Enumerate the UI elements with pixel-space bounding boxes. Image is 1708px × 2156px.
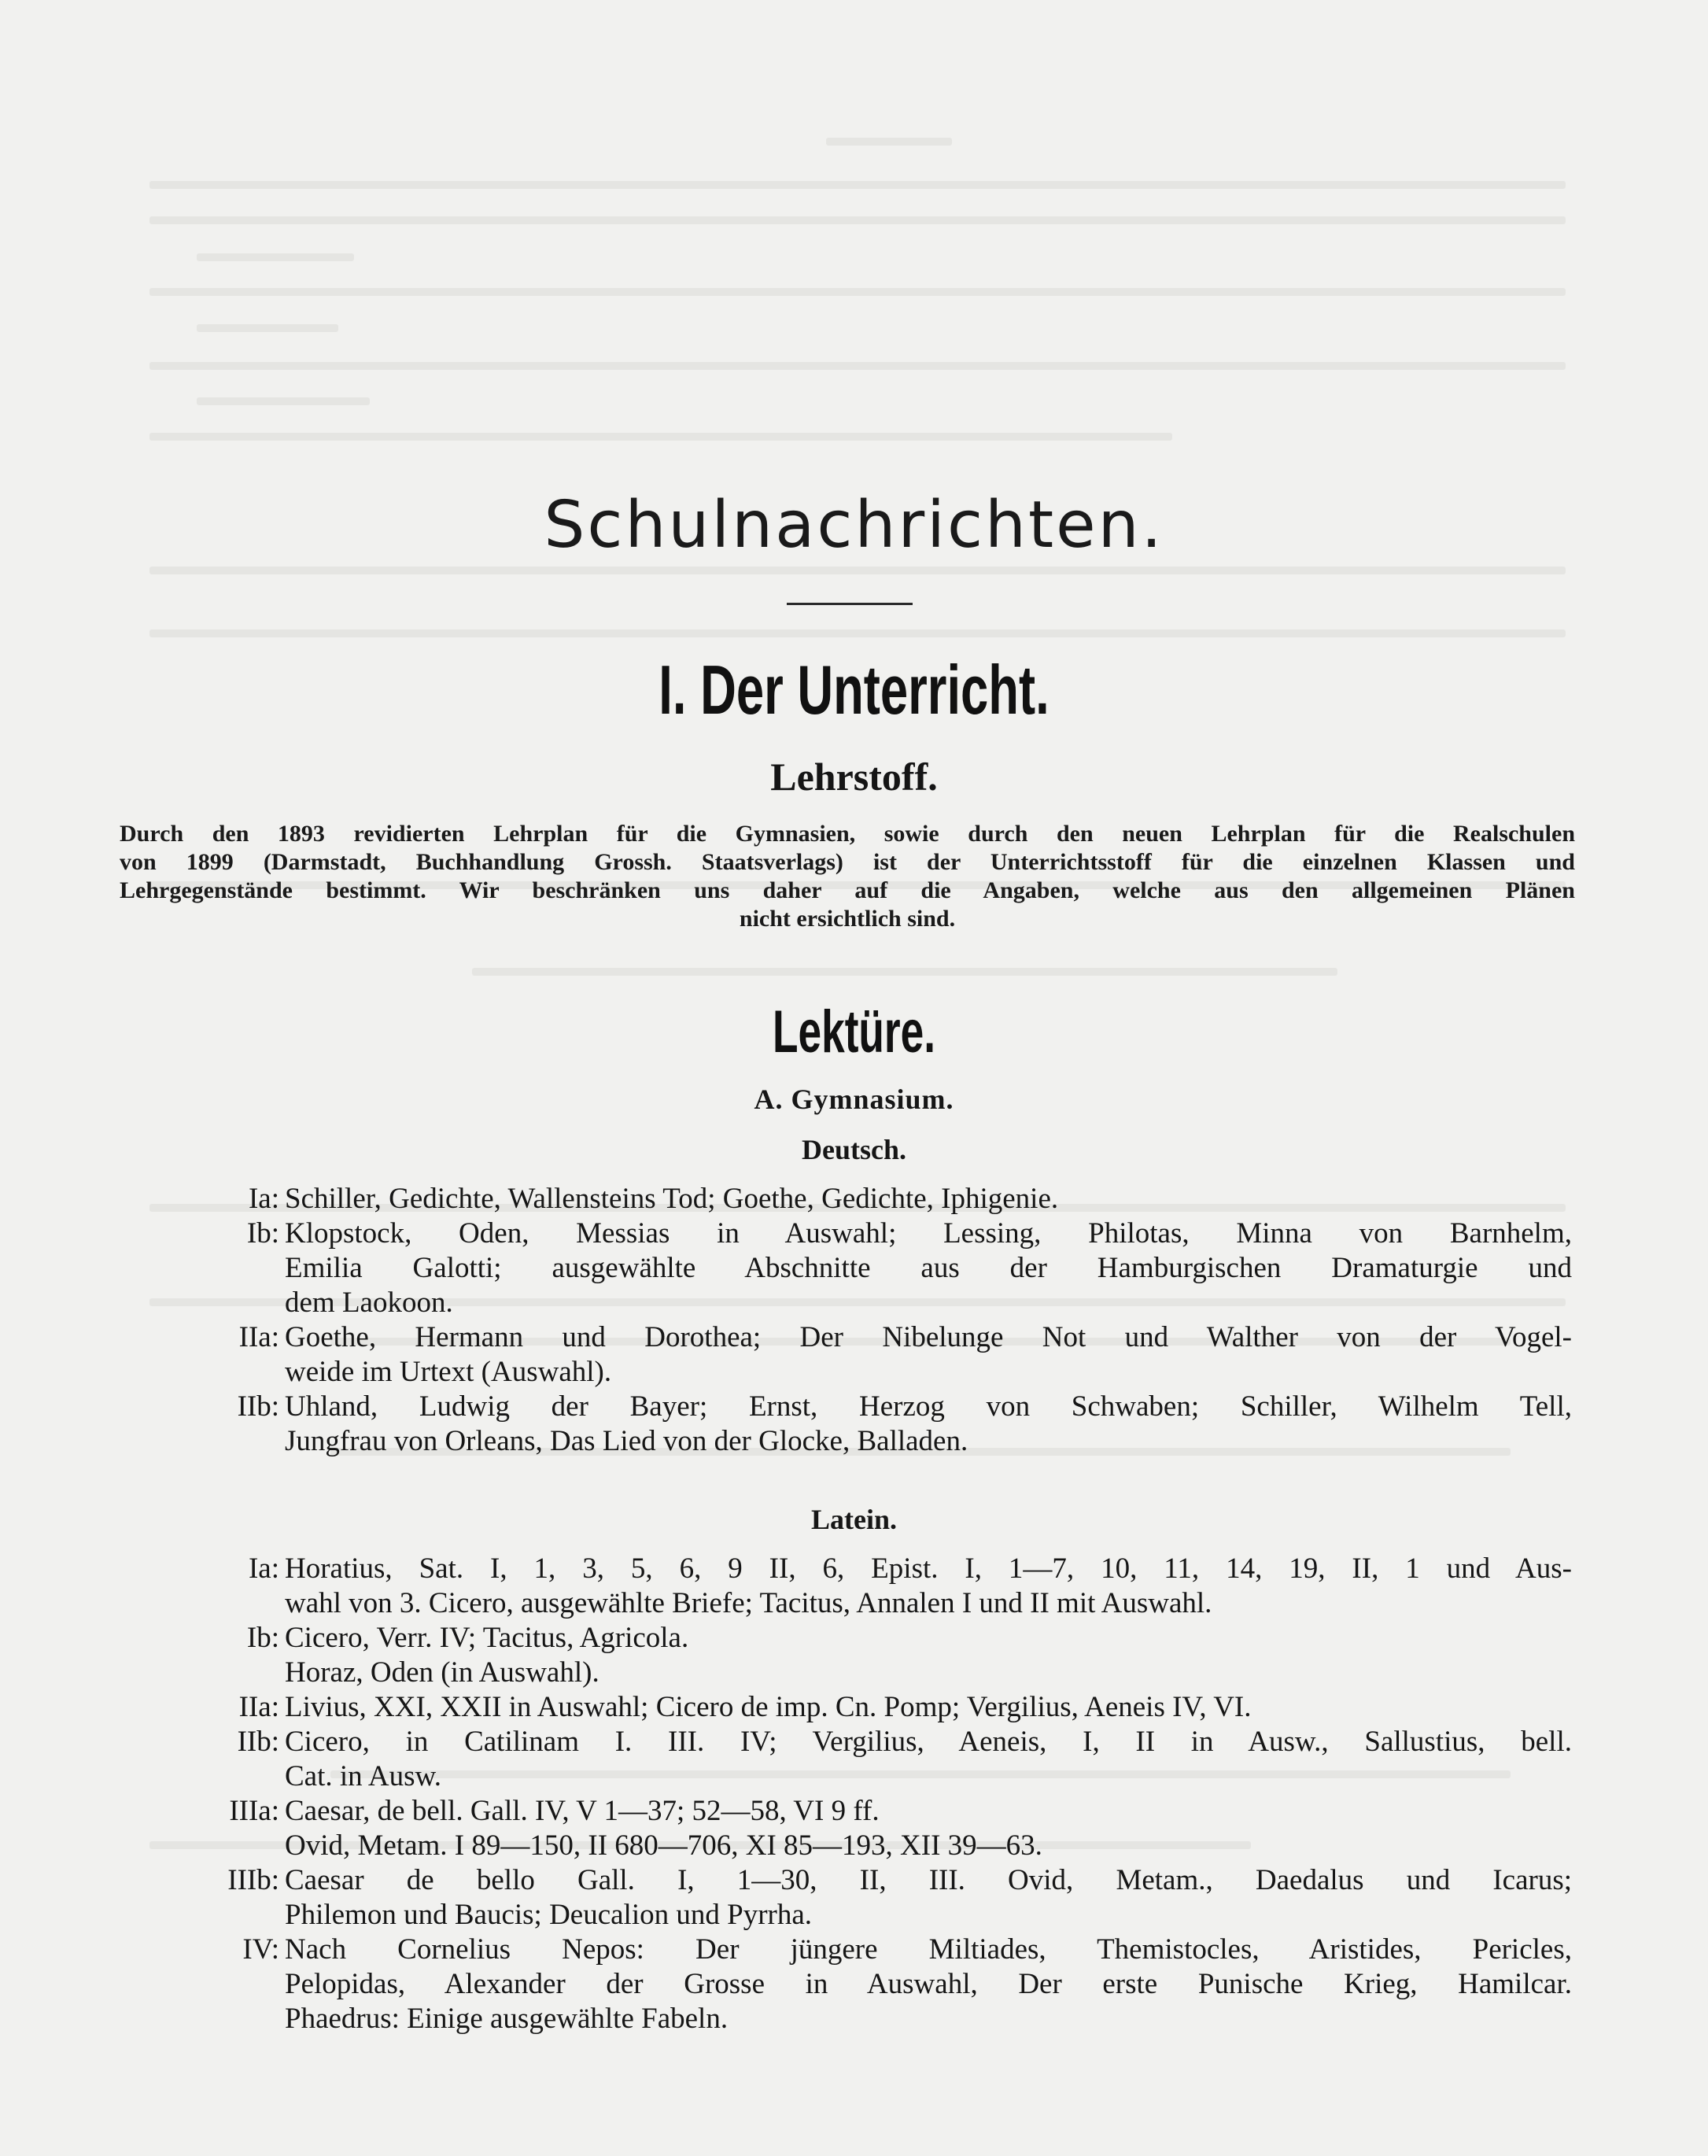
- class-label: IIIa:: [229, 1795, 279, 1827]
- class-label: IV:: [242, 1933, 279, 1966]
- entry-line: Caesar, de bell. Gall. IV, V 1—37; 52—58, VI 9 ff.: [285, 1795, 880, 1827]
- intro-line: von 1899 (Darmstadt, Buchhandlung Grossh. Staatsverlags) ist der Unterrichtsstoff für die einzelnen Klassen und: [120, 849, 1575, 875]
- list-item: [0, 1690, 1708, 1725]
- list-item: [0, 1182, 1708, 1216]
- class-label: Ia:: [248, 1552, 279, 1585]
- latein-list: [0, 1552, 1708, 2036]
- entry-line: weide im Urtext (Auswahl).: [285, 1356, 612, 1388]
- class-label: IIb:: [237, 1390, 279, 1423]
- list-item: [0, 1933, 1708, 2036]
- entry-line: Philemon und Baucis; Deucalion und Pyrrha.: [285, 1899, 813, 1931]
- entry-line: Cicero, in Catilinam I. III. IV; Vergilius, Aeneis, I, II in Ausw., Sallustius, bell.: [285, 1726, 1572, 1758]
- entry-line: Uhland, Ludwig der Bayer; Ernst, Herzog von Schwaben; Schiller, Wilhelm Tell,: [285, 1390, 1572, 1423]
- deutsch-heading: Deutsch.: [802, 1134, 906, 1165]
- class-label: Ib:: [246, 1622, 279, 1654]
- class-label: IIIb:: [227, 1864, 279, 1896]
- list-item: [0, 1794, 1708, 1863]
- list-item: [0, 1390, 1708, 1459]
- page-title: Schulnachrichten.: [544, 488, 1164, 563]
- list-item: [0, 1621, 1708, 1690]
- section-heading: I. Der Unterricht.: [658, 651, 1050, 729]
- intro-line: nicht ersichtlich sind.: [739, 906, 956, 932]
- list-item: [0, 1863, 1708, 1933]
- list-item: [0, 1725, 1708, 1794]
- intro-paragraph: [120, 820, 1575, 933]
- entry-line: dem Laokoon.: [285, 1287, 453, 1319]
- list-item: [0, 1552, 1708, 1621]
- section-a-heading: A. Gymnasium.: [754, 1084, 954, 1115]
- entry-line: Nach Cornelius Nepos: Der jüngere Miltiades, Themistocles, Aristides, Pericles,: [285, 1933, 1572, 1966]
- entry-line: Emilia Galotti; ausgewählte Abschnitte aus der Hamburgischen Dramaturgie und: [285, 1252, 1572, 1284]
- intro-line: Durch den 1893 revidierten Lehrplan für die Gymnasien, sowie durch den neuen Lehrplan für die Realschulen: [120, 821, 1575, 847]
- class-label: Ib:: [246, 1217, 279, 1250]
- class-label: IIa:: [238, 1321, 279, 1353]
- entry-line: Caesar de bello Gall. I, 1—30, II, III. Ovid, Metam., Daedalus und Icarus;: [285, 1864, 1572, 1896]
- entry-line: Klopstock, Oden, Messias in Auswahl; Lessing, Philotas, Minna von Barnhelm,: [285, 1217, 1572, 1250]
- subheading: Lehrstoff.: [770, 755, 938, 799]
- entry-line: wahl von 3. Cicero, ausgewählte Briefe; Tacitus, Annalen I und II mit Auswahl.: [285, 1587, 1212, 1619]
- entry-line: Cicero, Verr. IV; Tacitus, Agricola.: [285, 1622, 689, 1654]
- list-item: [0, 1216, 1708, 1320]
- lekture-heading: Lektüre.: [773, 999, 935, 1065]
- entry-line: Goethe, Hermann und Dorothea; Der Nibelunge Not und Walther von der Vogel-: [285, 1321, 1572, 1353]
- entry-line: Ovid, Metam. I 89—150, II 680—706, XI 85—193, XII 39—63.: [285, 1829, 1042, 1862]
- deutsch-list: [0, 1182, 1708, 1459]
- entry-line: Pelopidas, Alexander der Grosse in Auswahl, Der erste Punische Krieg, Hamilcar.: [285, 1968, 1572, 2000]
- class-label: IIa:: [238, 1691, 279, 1723]
- title-divider: [787, 603, 913, 605]
- entry-line: Cat. in Ausw.: [285, 1760, 442, 1792]
- entry-line: Horaz, Oden (in Auswahl).: [285, 1656, 599, 1689]
- class-label: Ia:: [248, 1183, 279, 1215]
- list-item: [0, 1320, 1708, 1390]
- entry-line: Jungfrau von Orleans, Das Lied von der Glocke, Balladen.: [285, 1425, 968, 1457]
- entry-line: Schiller, Gedichte, Wallensteins Tod; Goethe, Gedichte, Iphigenie.: [285, 1183, 1059, 1215]
- intro-line: Lehrgegenstände bestimmt. Wir beschränken uns daher auf die Angaben, welche aus den allgemeinen Plänen: [120, 877, 1575, 903]
- latein-heading: Latein.: [810, 1504, 897, 1535]
- entry-line: Livius, XXI, XXII in Auswahl; Cicero de imp. Cn. Pomp; Vergilius, Aeneis IV, VI.: [285, 1691, 1252, 1723]
- class-label: IIb:: [237, 1726, 279, 1758]
- entry-line: Phaedrus: Einige ausgewählte Fabeln.: [285, 2003, 729, 2035]
- entry-line: Horatius, Sat. I, 1, 3, 5, 6, 9 II, 6, Epist. I, 1—7, 10, 11, 14, 19, II, 1 und Aus-: [285, 1552, 1572, 1585]
